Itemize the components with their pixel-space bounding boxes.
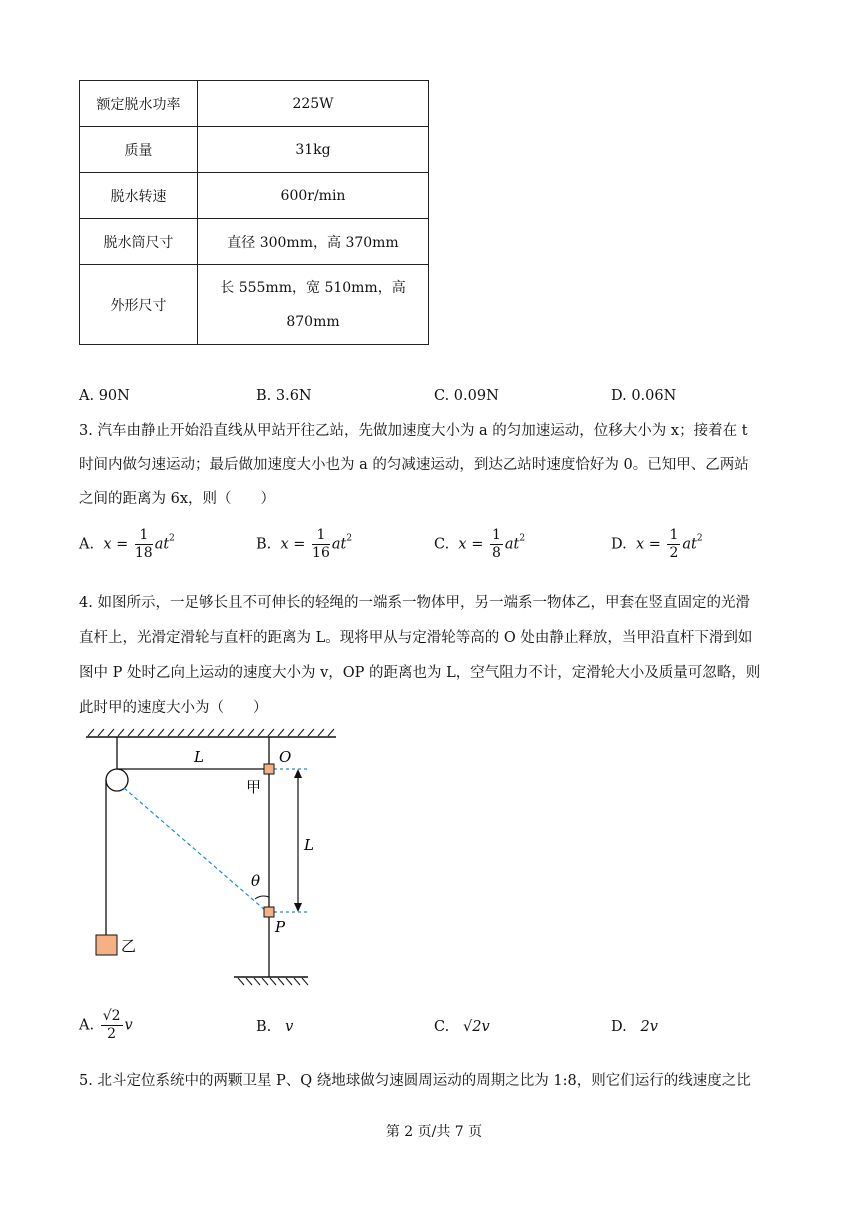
- label-yi: 乙: [121, 937, 137, 955]
- page-footer: 第 2 页/共 7 页: [385, 1124, 483, 1140]
- table-cell-key: 质量: [80, 127, 198, 173]
- table-row: [80, 81, 429, 127]
- question-4-line: 图中 P 处时乙向上运动的速度大小为 v，OP 的距离也为 L，空气阻力不计，定滑轮大小及质量可忽略，则: [79, 665, 761, 681]
- question-5-line: 5. 北斗定位系统中的两颗卫星 P、Q 绕地球做匀速圆周运动的周期之比为 1:8，则它们运行的线速度之比: [79, 1073, 751, 1089]
- q3-option-b: B. x = $\frac{1}{16}$ $at^2$: [256, 527, 353, 561]
- pulley-figure: [80, 725, 350, 990]
- floor-hatch: [238, 978, 308, 985]
- question-5: [79, 1071, 791, 1111]
- arrowhead-down: [294, 903, 302, 912]
- q2-option-b: B. 3.6N: [256, 388, 312, 404]
- arrowhead-up: [294, 769, 302, 778]
- q3-option-d: D. x = $\frac{1}{2}$ $at^2$: [611, 527, 703, 561]
- question-3: [79, 421, 791, 529]
- label-l-side: L: [304, 836, 314, 854]
- question-3-line: 时间内做匀速运动；最后做加速度大小也为 a 的匀减速运动，到达乙站时速度恰好为 0。已知甲、乙两站: [79, 457, 749, 473]
- table-cell-value: [198, 265, 429, 345]
- q2-option-a: A. 90N: [79, 388, 130, 404]
- table-cell-value-line: 870mm: [286, 313, 340, 330]
- table-cell-value: 600r/min: [198, 173, 429, 219]
- question-4-line: 4. 如图所示，一足够长且不可伸长的轻绳的一端系一物体甲，另一端系一物体乙，甲套在竖直固定的光滑: [79, 595, 750, 611]
- block-yi: [96, 935, 117, 955]
- question-4-line: 此时甲的速度大小为（ ）: [79, 700, 268, 716]
- ceiling-hatch: [88, 729, 334, 736]
- theta-arc: [255, 896, 269, 899]
- block-jia-at-p: [264, 907, 274, 917]
- table-cell-value: 直径 300mm，高 370mm: [198, 219, 429, 265]
- q4-option-a: A. $\frac{√2}{2}$ v: [79, 1008, 133, 1042]
- q2-option-c: C. 0.09N: [434, 388, 499, 404]
- table-cell-value: 225W: [198, 81, 429, 127]
- fraction: $\frac{1}{2}$: [669, 527, 679, 561]
- table-cell-value: 31kg: [198, 127, 429, 173]
- table-row: [80, 219, 429, 265]
- table-row: [80, 265, 429, 345]
- question-4-line: 直杆上，光滑定滑轮与直杆的距离为 L。现将甲从与定滑轮等高的 O 处由静止释放，当甲沿直杆下滑到如: [79, 630, 753, 646]
- table-cell-key: 脱水筒尺寸: [80, 219, 198, 265]
- table-cell-key: 脱水转速: [80, 173, 198, 219]
- q3-option-a: A. x = $\frac{1}{18}$ $at^2$: [79, 527, 175, 561]
- rope-to-p: [124, 788, 266, 911]
- table-cell-value-line: 长 555mm，宽 510mm，高: [220, 279, 406, 296]
- fraction: $\frac{1}{8}$: [491, 527, 501, 561]
- q4-option-c: C. √2v: [434, 1019, 490, 1035]
- question-3-line: 3. 汽车由静止开始沿直线从甲站开往乙站，先做加速度大小为 a 的匀加速运动，位移大小为 x；接着在 t: [79, 423, 748, 439]
- spec-table: [79, 80, 429, 345]
- fraction: $\frac{1}{18}$: [134, 527, 153, 561]
- label-p: P: [275, 918, 286, 936]
- table-row: [80, 173, 429, 219]
- q4-option-d: D. 2v: [611, 1019, 658, 1035]
- question-3-line: 之间的距离为 6x，则（ ）: [79, 491, 276, 507]
- fraction: $\frac{√2}{2}$: [102, 1008, 121, 1042]
- table-cell-key: 外形尺寸: [80, 265, 198, 345]
- table-row: [80, 127, 429, 173]
- q2-option-d: D. 0.06N: [611, 388, 677, 404]
- table-cell-key: 额定脱水功率: [80, 81, 198, 127]
- label-jia: 甲: [246, 778, 262, 796]
- label-theta: θ: [251, 872, 261, 890]
- label-l-top: L: [194, 748, 204, 766]
- question-4: [79, 593, 791, 738]
- q3-option-c: C. x = $\frac{1}{8}$ $at^2$: [434, 527, 526, 561]
- block-jia-at-o: [264, 764, 274, 774]
- label-o: O: [279, 748, 292, 766]
- pulley-wheel: [106, 769, 128, 791]
- q4-option-b: B. v: [256, 1019, 294, 1035]
- fraction: $\frac{1}{16}$: [312, 527, 330, 561]
